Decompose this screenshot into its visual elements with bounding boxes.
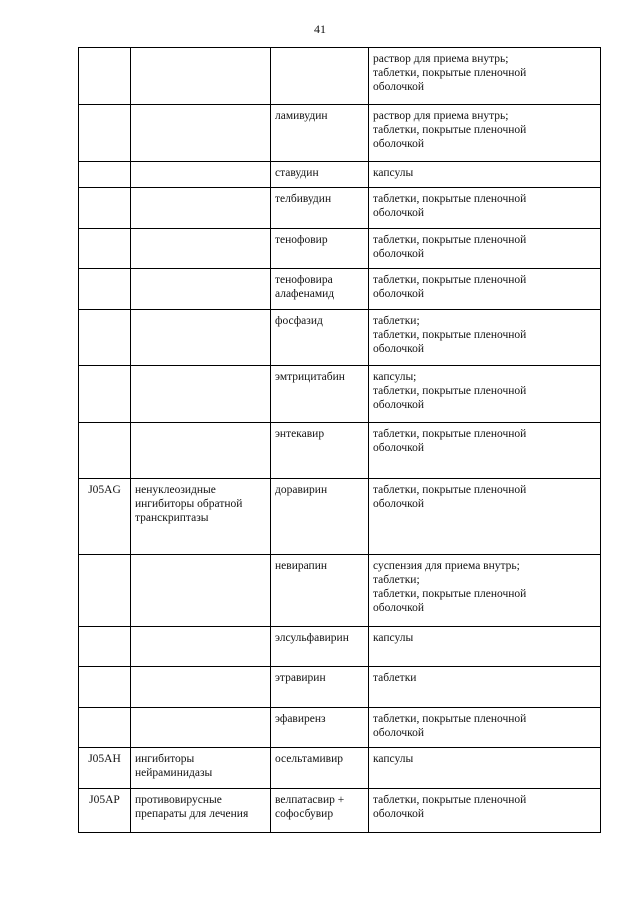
table-cell-drug: фосфазид: [271, 310, 369, 366]
table-cell-code: J05AP: [79, 789, 131, 833]
table-cell-code: [79, 366, 131, 423]
table-cell-code: [79, 188, 131, 229]
table-cell-group: [131, 708, 271, 748]
table-cell-drug: энтекавир: [271, 423, 369, 479]
table-cell-form: таблетки, покрытые пленочной оболочкой: [369, 423, 601, 479]
table-cell-drug: элсульфавирин: [271, 627, 369, 667]
drug-table: [78, 47, 601, 833]
table-cell-drug: [271, 48, 369, 105]
table-cell-group: [131, 105, 271, 162]
table-cell-group: [131, 48, 271, 105]
table-cell-code: [79, 423, 131, 479]
table-cell-form: капсулы: [369, 162, 601, 188]
table-cell-group: [131, 667, 271, 708]
table-cell-form: таблетки; таблетки, покрытые пленочной оболочкой: [369, 310, 601, 366]
table-cell-drug: этравирин: [271, 667, 369, 708]
table-cell-form: капсулы: [369, 627, 601, 667]
table-cell-code: [79, 269, 131, 310]
table-cell-code: [79, 667, 131, 708]
table-cell-form: суспензия для приема внутрь; таблетки; таблетки, покрытые пленочной оболочкой: [369, 555, 601, 627]
table-cell-code: [79, 310, 131, 366]
table-cell-group: [131, 627, 271, 667]
table-cell-form: таблетки, покрытые пленочной оболочкой: [369, 479, 601, 555]
table-cell-drug: эфавиренз: [271, 708, 369, 748]
table-cell-drug: телбивудин: [271, 188, 369, 229]
table-row: [79, 555, 601, 627]
table-cell-form: капсулы: [369, 748, 601, 789]
table-cell-group: ненуклеозидные ингибиторы обратной транскриптазы: [131, 479, 271, 555]
table-cell-group: ингибиторы нейраминидазы: [131, 748, 271, 789]
page-number: 41: [314, 22, 326, 36]
table-cell-form: капсулы; таблетки, покрытые пленочной оболочкой: [369, 366, 601, 423]
table-cell-code: J05AH: [79, 748, 131, 789]
table-cell-code: [79, 48, 131, 105]
table-cell-form: раствор для приема внутрь; таблетки, покрытые пленочной оболочкой: [369, 105, 601, 162]
table-cell-code: [79, 708, 131, 748]
table-row: [79, 229, 601, 269]
table-row: [79, 310, 601, 366]
table-cell-form: таблетки, покрытые пленочной оболочкой: [369, 789, 601, 833]
table-row: [79, 708, 601, 748]
table-row: [79, 162, 601, 188]
table-cell-group: [131, 555, 271, 627]
table-row: [79, 105, 601, 162]
table-cell-code: [79, 105, 131, 162]
table-row: [79, 667, 601, 708]
table-cell-group: [131, 162, 271, 188]
table-cell-form: таблетки, покрытые пленочной оболочкой: [369, 708, 601, 748]
table-cell-drug: тенофовир: [271, 229, 369, 269]
table-row: [79, 366, 601, 423]
table-cell-group: [131, 269, 271, 310]
table-row: [79, 479, 601, 555]
table-cell-drug: тенофовира алафенамид: [271, 269, 369, 310]
table-cell-group: [131, 366, 271, 423]
table-cell-group: [131, 423, 271, 479]
table-cell-code: [79, 627, 131, 667]
table-row: [79, 269, 601, 310]
table-cell-group: противовирусные препараты для лечения: [131, 789, 271, 833]
table-cell-form: таблетки: [369, 667, 601, 708]
table-cell-group: [131, 188, 271, 229]
table-cell-group: [131, 229, 271, 269]
table-cell-group: [131, 310, 271, 366]
table-cell-code: J05AG: [79, 479, 131, 555]
table-cell-form: раствор для приема внутрь; таблетки, покрытые пленочной оболочкой: [369, 48, 601, 105]
table-row: [79, 789, 601, 833]
table-cell-drug: доравирин: [271, 479, 369, 555]
table-cell-drug: невирапин: [271, 555, 369, 627]
table-row: [79, 188, 601, 229]
table-cell-form: таблетки, покрытые пленочной оболочкой: [369, 269, 601, 310]
table-cell-drug: ламивудин: [271, 105, 369, 162]
table-cell-drug: велпатасвир + софосбувир: [271, 789, 369, 833]
table-cell-form: таблетки, покрытые пленочной оболочкой: [369, 188, 601, 229]
table-row: [79, 48, 601, 105]
table-row: [79, 423, 601, 479]
table-cell-code: [79, 555, 131, 627]
table-cell-form: таблетки, покрытые пленочной оболочкой: [369, 229, 601, 269]
table-cell-drug: эмтрицитабин: [271, 366, 369, 423]
table-row: [79, 627, 601, 667]
table-cell-drug: ставудин: [271, 162, 369, 188]
table-row: [79, 748, 601, 789]
table-cell-code: [79, 229, 131, 269]
table-cell-code: [79, 162, 131, 188]
table-cell-drug: осельтамивир: [271, 748, 369, 789]
